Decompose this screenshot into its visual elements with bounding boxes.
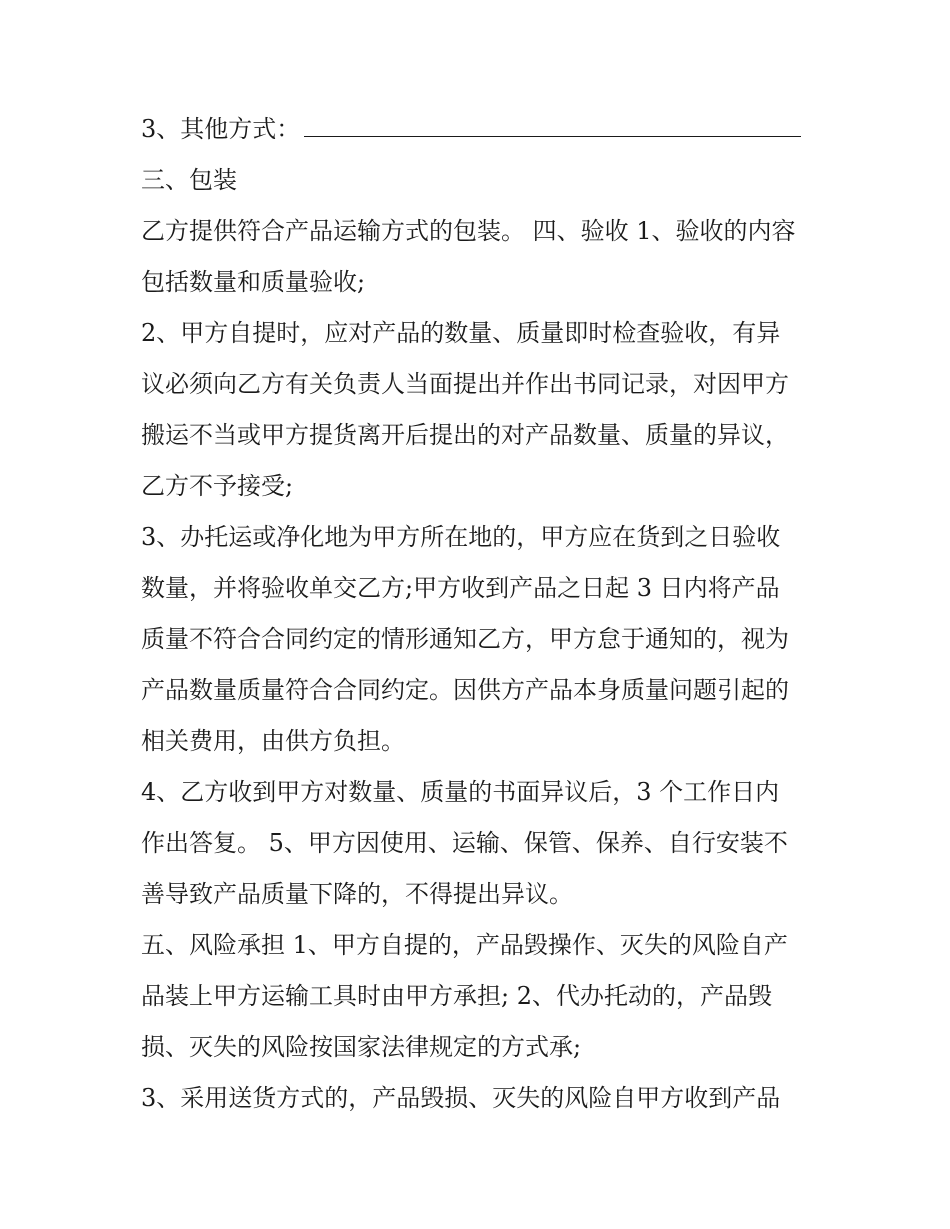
text-line: 相关费用，由供方负担。 <box>141 727 405 755</box>
text-line: 作出答复。 5、甲方因使用、运输、保管、保养、自行安装不 <box>141 829 788 857</box>
text-line: 品装上甲方运输工具时由甲方承担; 2、代办托动的，产品毁 <box>141 982 772 1010</box>
text-line: 产品数量质量符合合同约定。因供方产品本身质量问题引起的 <box>141 676 789 704</box>
text-line-other-methods <box>141 104 821 155</box>
section-heading-risk: 五、风险承担 1、甲方自提的，产品毁操作、灭失的风险自产 <box>141 931 788 959</box>
text-line: 4、乙方收到甲方对数量、质量的书面异议后，3 个工作日内 <box>141 778 780 806</box>
contract-text <box>141 104 821 1124</box>
text-line: 乙方不予接受; <box>141 472 294 500</box>
text-line: 3、办托运或净化地为甲方所在地的，甲方应在货到之日验收 <box>141 523 781 551</box>
text-line-label: 3、其他方式： <box>141 115 301 143</box>
text-line: 乙方提供符合产品运输方式的包装。 四、验收 1、验收的内容 <box>141 217 796 245</box>
text-line: 善导致产品质量下降的，不得提出异议。 <box>141 880 573 908</box>
text-line: 包括数量和质量验收; <box>141 268 366 296</box>
text-line: 2、甲方自提时，应对产品的数量、质量即时检查验收，有异 <box>141 319 781 347</box>
text-line: 3、采用送货方式的，产品毁损、灭失的风险自甲方收到产品 <box>141 1084 781 1112</box>
text-line: 损、灭失的风险按国家法律规定的方式承; <box>141 1033 582 1061</box>
text-line: 搬运不当或甲方提货离开后提出的对产品数量、质量的异议， <box>141 421 789 449</box>
text-line: 质量不符合合同约定的情形通知乙方，甲方怠于通知的，视为 <box>141 625 789 653</box>
text-line: 议必须向乙方有关负责人当面提出并作出书同记录，对因甲方 <box>141 370 789 398</box>
fill-in-blank <box>304 110 801 137</box>
section-heading-packaging: 三、包装 <box>141 166 237 194</box>
text-line: 数量，并将验收单交乙方;甲方收到产品之日起 3 日内将产品 <box>141 574 780 602</box>
